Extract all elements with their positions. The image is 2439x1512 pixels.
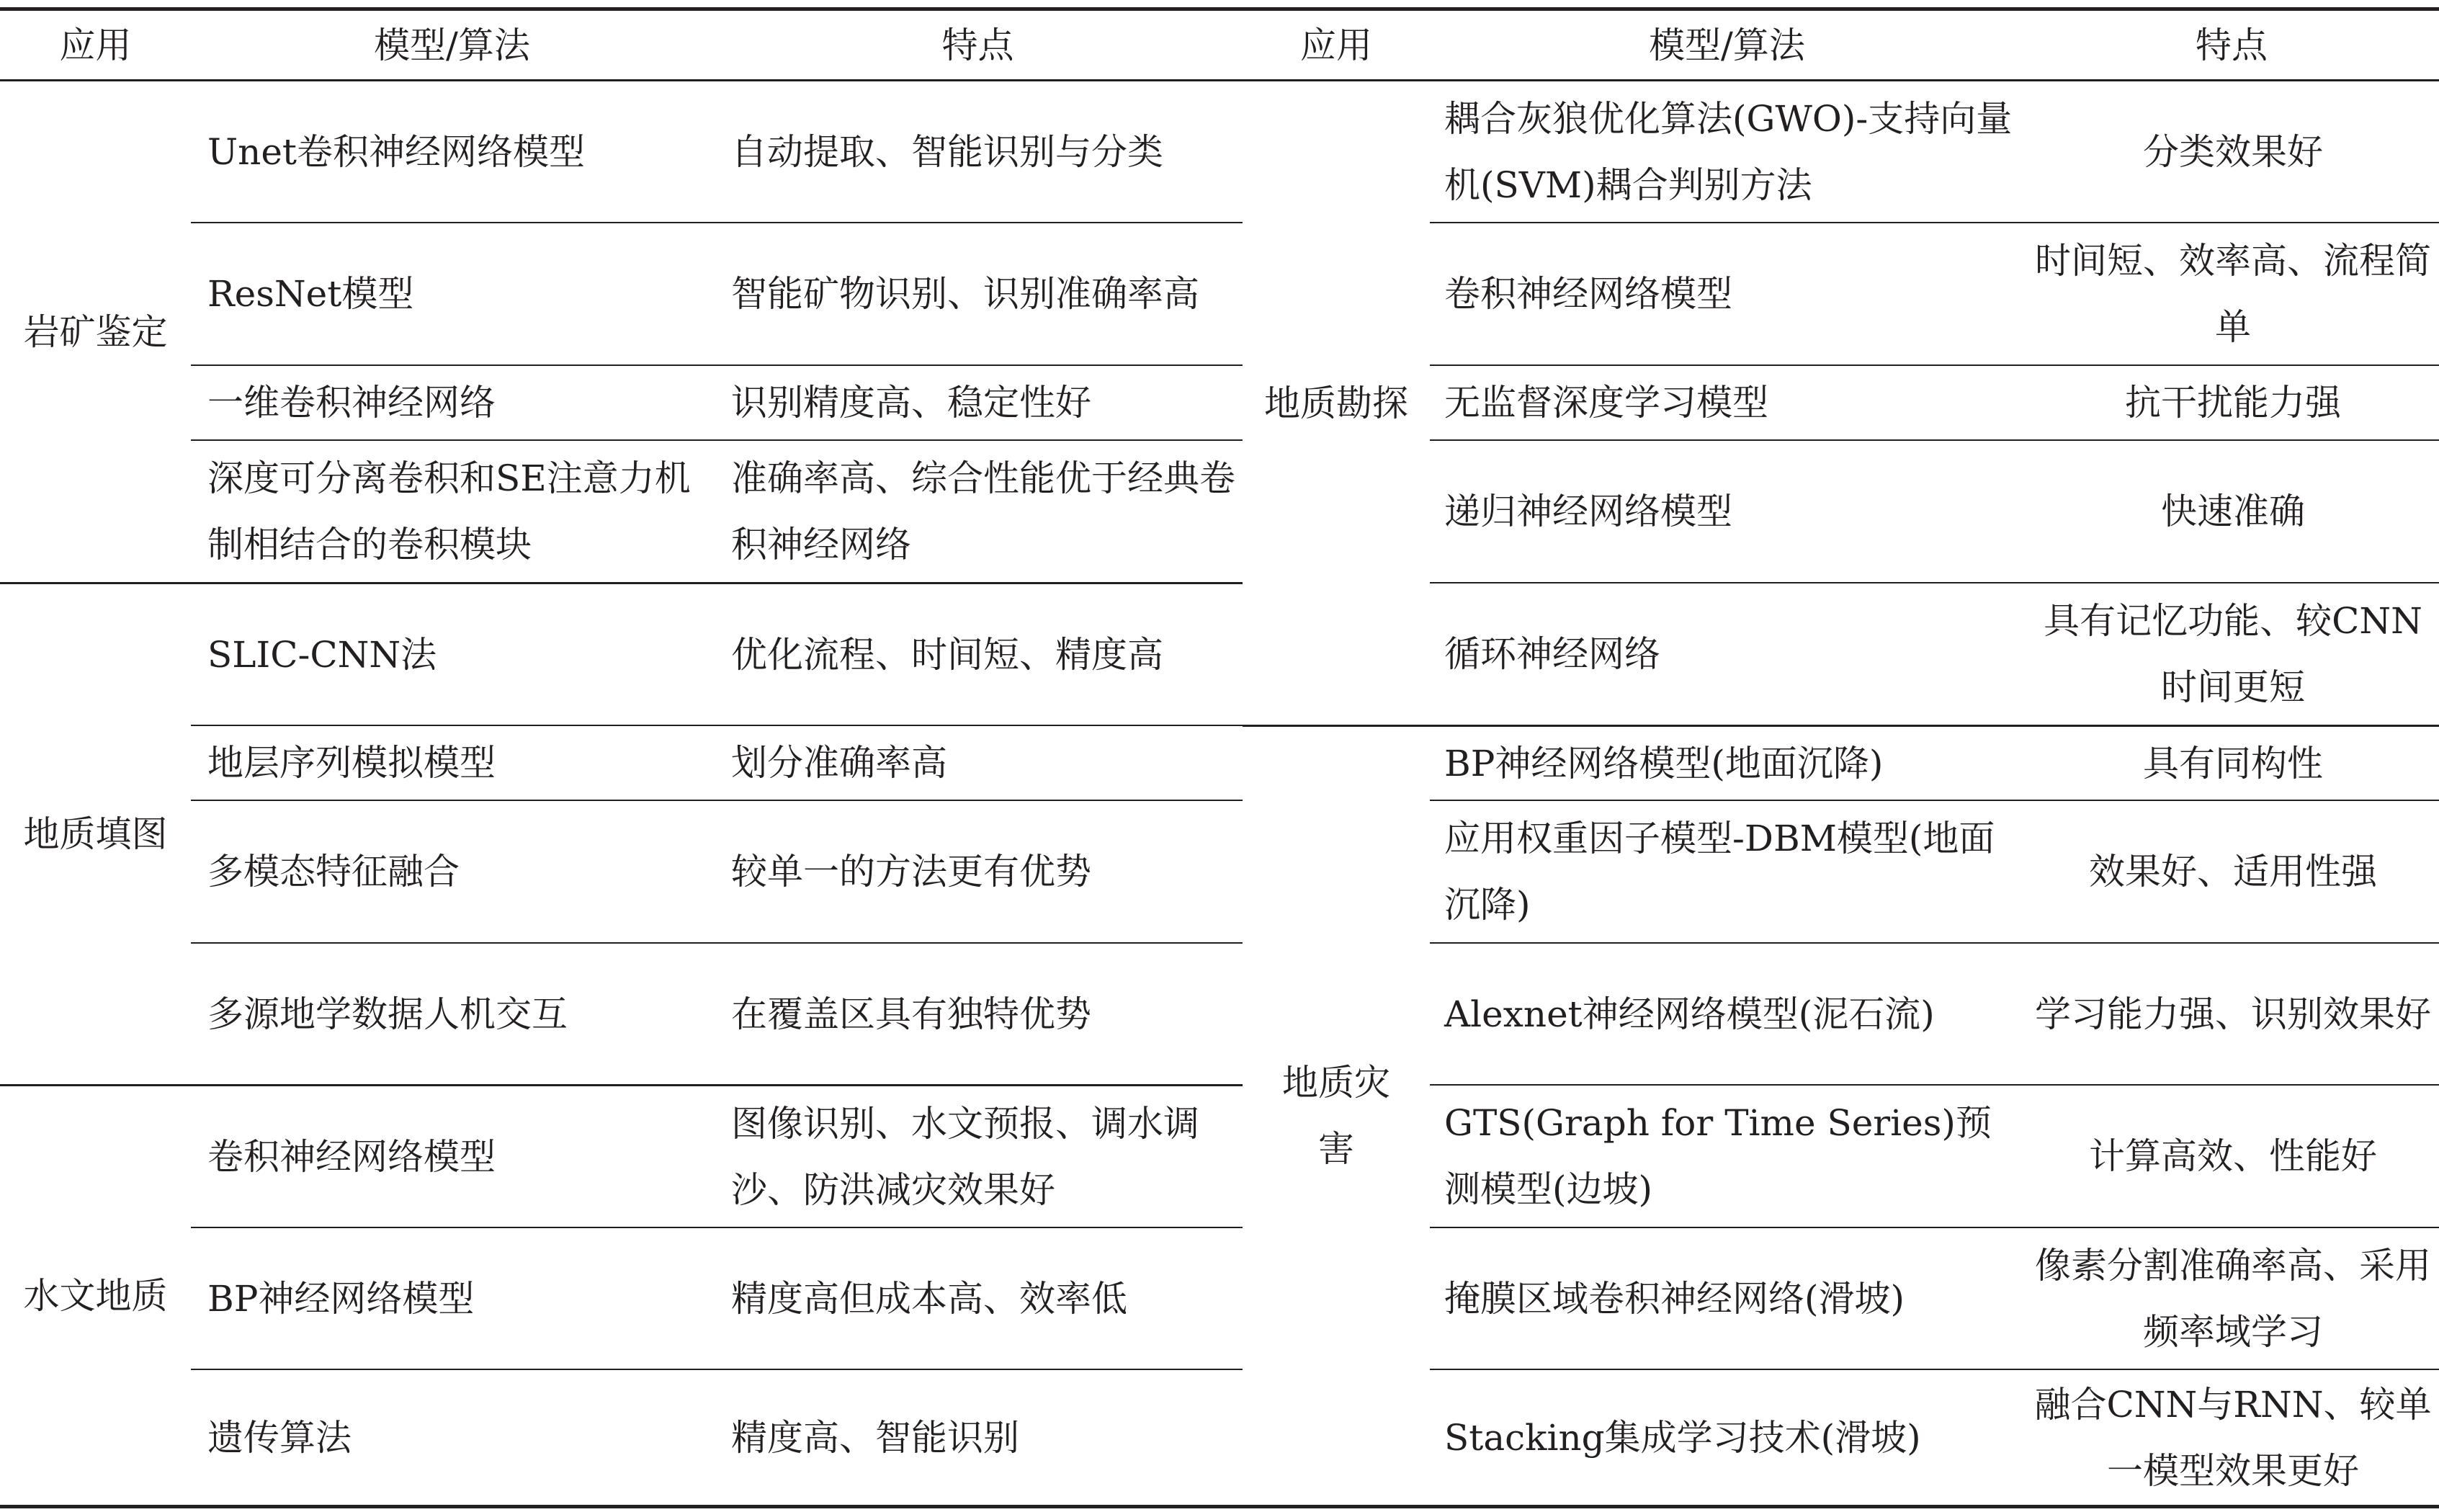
model-cell: 应用权重因子模型-DBM模型(地面沉降) (1444, 818, 1995, 926)
model-cell: 遗传算法 (207, 1416, 352, 1459)
feature-cell: 精度高、智能识别 (731, 1416, 1019, 1459)
model-cell: GTS(Graph for Time Series)预测模型(边坡) (1444, 1102, 1992, 1210)
model-cell: BP神经网络模型(地面沉降) (1444, 742, 1884, 784)
model-cell: Stacking集成学习技术(滑坡) (1444, 1416, 1921, 1459)
model-cell: Unet卷积神经网络模型 (207, 130, 586, 173)
feature-cell: 划分准确率高 (731, 742, 947, 784)
feature-cell: 优化流程、时间短、精度高 (731, 633, 1163, 676)
feature-cell: 快速准确 (2161, 491, 2305, 532)
header-cell: 特点 (2196, 24, 2268, 66)
model-cell: 深度可分离卷积和SE注意力机制相结合的卷积模块 (207, 457, 691, 565)
header-cell: 模型/算法 (374, 24, 530, 66)
feature-cell: 分类效果好 (2143, 130, 2323, 173)
model-cell: 卷积神经网络模型 (207, 1135, 496, 1178)
header-cell: 模型/算法 (1649, 24, 1805, 66)
feature-cell: 像素分割准确率高、采用频率域学习 (2035, 1244, 2431, 1353)
bottom-rule (0, 1505, 2439, 1508)
feature-cell: 融合CNN与RNN、较单一模型效果更好 (2034, 1383, 2432, 1492)
feature-cell: 时间短、效率高、流程简单 (2035, 240, 2431, 348)
application-cell: 岩矿鉴定 (23, 310, 168, 353)
application-cell: 地质灾害 (1282, 1062, 1390, 1170)
model-cell: 掩膜区域卷积神经网络(滑坡) (1444, 1277, 1905, 1320)
model-cell: BP神经网络模型 (207, 1277, 475, 1320)
feature-cell: 抗干扰能力强 (2125, 382, 2341, 424)
feature-cell: 智能矿物识别、识别准确率高 (731, 273, 1199, 315)
model-cell: 卷积神经网络模型 (1444, 273, 1732, 315)
model-cell: 循环神经网络 (1444, 633, 1660, 675)
model-cell: Alexnet神经网络模型(泥石流) (1444, 993, 1935, 1035)
model-cell: 一维卷积神经网络 (207, 382, 496, 424)
feature-cell: 效果好、适用性强 (2089, 851, 2377, 893)
application-cell: 地质填图 (23, 813, 168, 855)
model-cell: ResNet模型 (207, 273, 414, 315)
feature-cell: 具有同构性 (2143, 742, 2323, 784)
model-cell: 递归神经网络模型 (1444, 491, 1732, 532)
model-cell: 无监督深度学习模型 (1444, 382, 1768, 424)
header-cell: 应用 (59, 24, 132, 66)
feature-cell: 准确率高、综合性能优于经典卷积神经网络 (731, 457, 1235, 565)
feature-cell: 计算高效、性能好 (2089, 1135, 2377, 1177)
feature-cell: 精度高但成本高、效率低 (731, 1277, 1127, 1320)
header-cell: 特点 (941, 24, 1014, 66)
model-cell: 多源地学数据人机交互 (207, 993, 568, 1035)
feature-cell: 学习能力强、识别效果好 (2035, 993, 2431, 1035)
feature-cell: 具有记忆功能、较CNN时间更短 (2044, 600, 2422, 708)
feature-cell: 识别精度高、稳定性好 (731, 382, 1091, 424)
feature-cell: 自动提取、智能识别与分类 (731, 130, 1163, 173)
feature-cell: 图像识别、水文预报、调水调沙、防洪减灾效果好 (731, 1102, 1199, 1211)
feature-cell: 在覆盖区具有独特优势 (731, 993, 1091, 1035)
application-cell: 水文地质 (23, 1274, 168, 1317)
model-cell: 耦合灰狼优化算法(GWO)-支持向量机(SVM)耦合判别方法 (1444, 97, 2013, 206)
feature-cell: 较单一的方法更有优势 (731, 851, 1091, 893)
application-cell: 地质勘探 (1264, 382, 1408, 424)
model-cell: 地层序列模拟模型 (207, 742, 496, 784)
model-cell: SLIC-CNN法 (207, 633, 437, 676)
header-cell: 应用 (1300, 24, 1372, 66)
model-cell: 多模态特征融合 (207, 851, 460, 893)
